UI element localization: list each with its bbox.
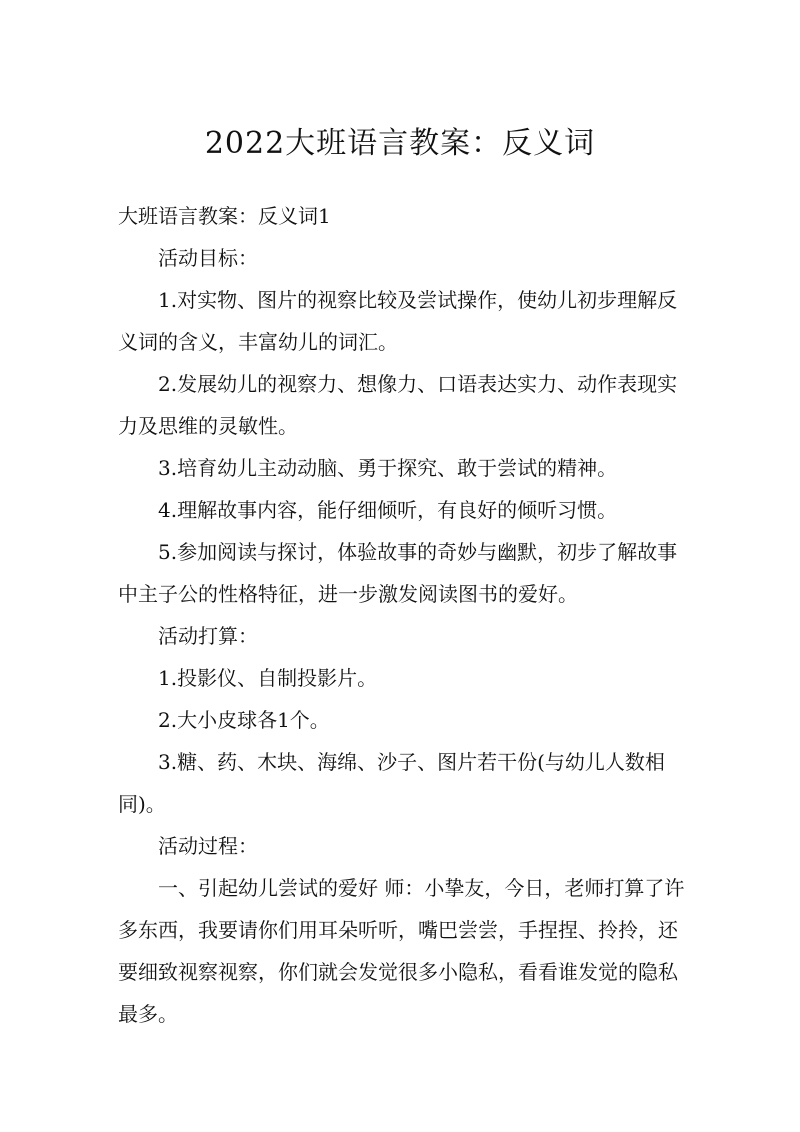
document-title: 2022大班语言教案：反义词 [204,126,596,161]
paragraph-goal-3: 3.培育幼儿主动动脑、勇于探究、敢于尝试的精神。 [158,456,618,480]
paragraph-goal-2: 2.发展幼儿的视察力、想像力、口语表达实力、动作表现实力及思维的灵敏性。 [118,372,678,438]
paragraph-goal-1: 1.对实物、图片的视察比较及尝试操作，使幼儿初步理解反义词的含义，丰富幼儿的词汇。 [118,288,678,354]
paragraph-prep-3: 3.糖、药、木块、海绵、沙子、图片若干份(与幼儿人数相同)。 [118,750,665,816]
paragraph-goal-4: 4.理解故事内容，能仔细倾听，有良好的倾听习惯。 [158,498,618,522]
paragraph-prep-1: 1.投影仪、自制投影片。 [158,666,378,690]
paragraph-goal-5: 5.参加阅读与探讨，体验故事的奇妙与幽默，初步了解故事中主子公的性格特征，进一步激发阅读图书的爱好。 [118,540,678,606]
paragraph-prep-heading: 活动打算： [158,624,258,648]
document-body [118,195,688,1035]
section-heading: 大班语言教案：反义词1 [118,204,331,228]
paragraph-goals-heading: 活动目标： [158,246,258,270]
paragraph-process-1: 一、引起幼儿尝试的爱好 师：小挚友，今日，老师打算了许多东西，我要请你们用耳朵听听，嘴巴尝尝，手捏捏、拎拎，还要细致视察视察，你们就会发觉很多小隐私，看看谁发觉的隐私最多。 [118,876,685,1026]
paragraph-process-heading: 活动过程： [158,834,258,858]
paragraph-prep-2: 2.大小皮球各1个。 [158,708,330,732]
